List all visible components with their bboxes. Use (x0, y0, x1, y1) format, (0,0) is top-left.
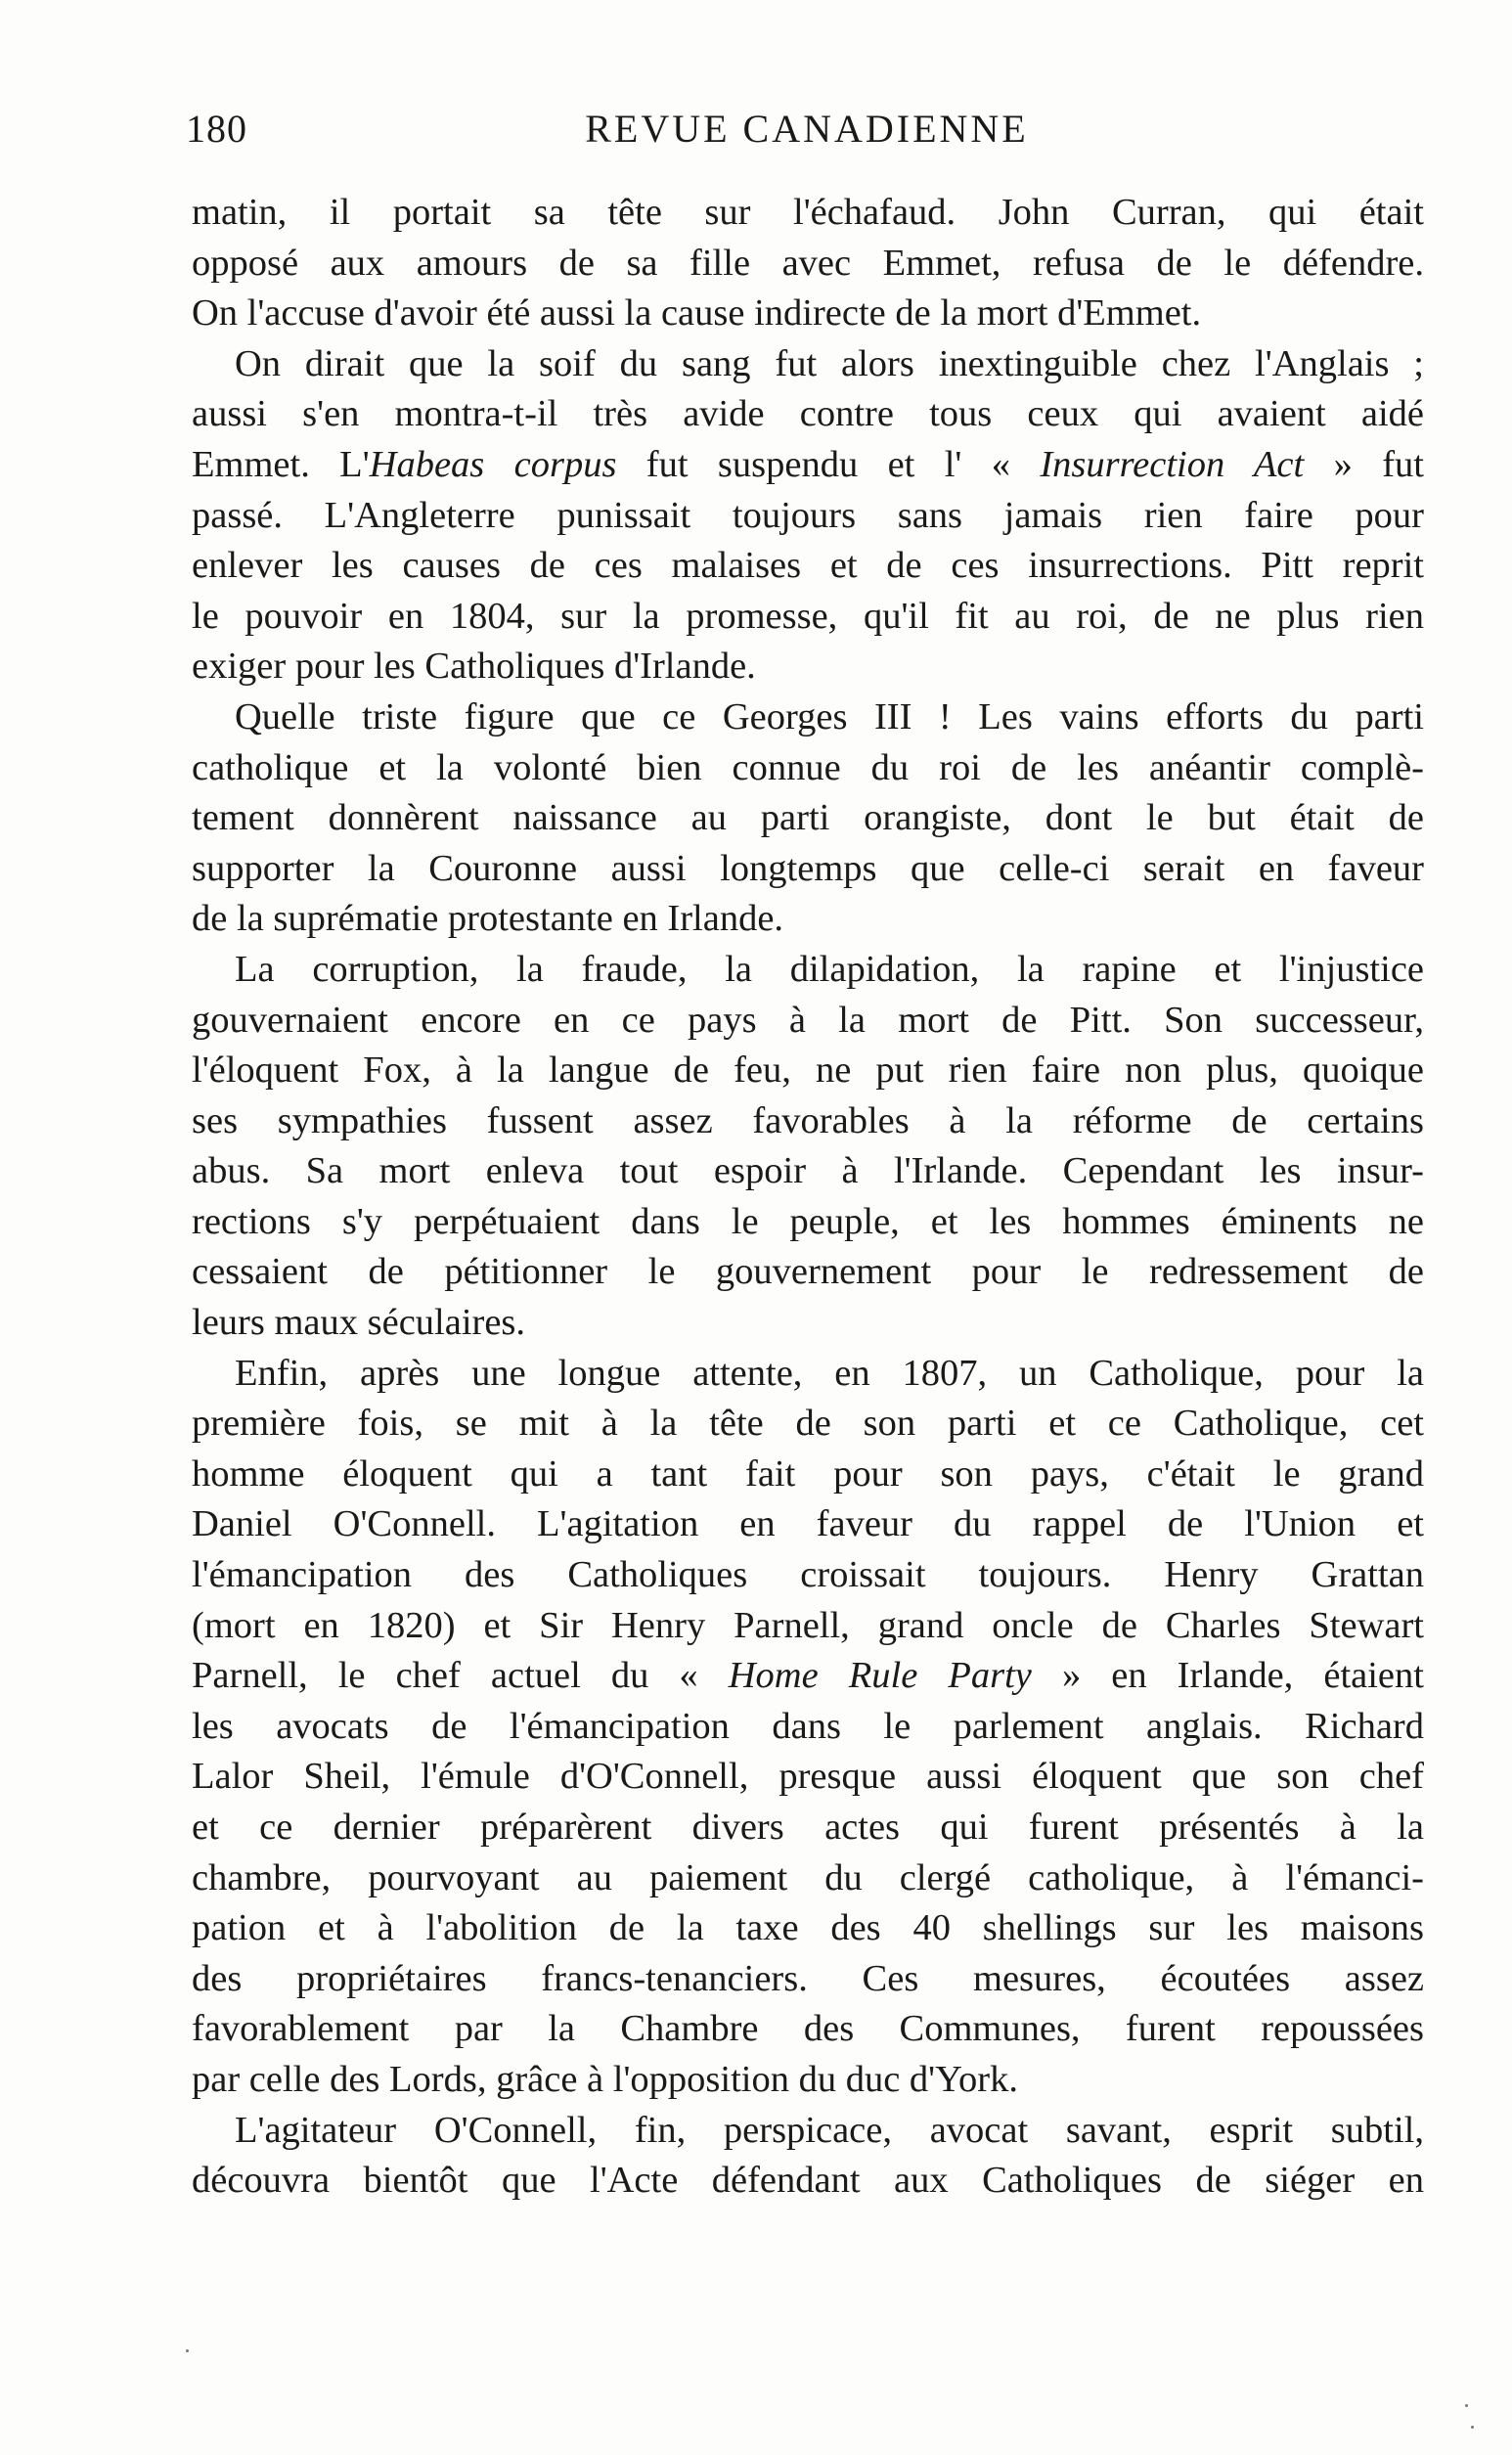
paragraph (192, 945, 1424, 1349)
text-line: catholique et la volonté bien connue du roi de les anéantir complè- (192, 746, 1424, 788)
text-run: Emmet. L' (192, 443, 370, 485)
text-line: favorablement par la Chambre des Communes, furent repoussées (192, 2008, 1424, 2050)
text-line: première fois, se mit à la tête de son parti et ce Catholique, cet (192, 1403, 1424, 1445)
text-line: L'agitateur O'Connell, fin, perspicace, avocat savant, esprit subtil, (235, 2109, 1424, 2151)
body-text (192, 188, 1424, 2207)
text-line: gouvernaient encore en ce pays à la mort de Pitt. Son successeur, (192, 999, 1424, 1041)
text-line: découvra bientôt que l'Acte défendant aux Catholiques de siéger en (192, 2160, 1424, 2202)
text-line: l'émancipation des Catholiques croissait toujours. Henry Grattan (192, 1554, 1424, 1596)
paragraph (192, 2106, 1424, 2207)
text-line: La corruption, la fraude, la dilapidation, la rapine et l'injustice (235, 948, 1424, 990)
text-line: On dirait que la soif du sang fut alors inextinguible chez l'Anglais ; (235, 342, 1424, 384)
text-line: leurs maux séculaires. (192, 1302, 526, 1344)
text-line: des propriétaires francs-tenanciers. Ces mesures, écoutées assez (192, 1957, 1424, 1999)
text-line: ses sympathies fussent assez favorables à la réforme de certains (192, 1099, 1424, 1141)
text-line: le pouvoir en 1804, sur la promesse, qu'il fit au roi, de ne plus rien (192, 595, 1424, 637)
text-line: supporter la Couronne aussi longtemps que celle-ci serait en faveur (192, 847, 1424, 889)
text-run: » fut (1304, 443, 1424, 485)
scan-speck (186, 2349, 189, 2352)
text-line-mixed (192, 440, 1424, 491)
italic-term: Insurrection Act (1040, 443, 1305, 485)
text-run: fut suspendu et l' « (616, 443, 1041, 485)
text-line: enlever les causes de ces malaises et de ces insurrections. Pitt reprit (192, 545, 1424, 587)
text-line: rections s'y perpétuaient dans le peuple, et les hommes éminents ne (192, 1200, 1424, 1242)
italic-term: Habeas corpus (369, 443, 617, 485)
text-line: opposé aux amours de sa fille avec Emmet, refusa de le défendre. (192, 242, 1424, 284)
paragraph (192, 188, 1424, 339)
text-line: les avocats de l'émancipation dans le parlement anglais. Richard (192, 1705, 1424, 1747)
text-line: Daniel O'Connell. L'agitation en faveur du rappel de l'Union et (192, 1503, 1424, 1545)
text-run: » en Irlande, étaient (1031, 1655, 1424, 1697)
text-line: homme éloquent qui a tant fait pour son pays, c'était le grand (192, 1452, 1424, 1495)
text-line: chambre, pourvoyant au paiement du clergé catholique, à l'émanci- (192, 1856, 1424, 1898)
text-line: cessaient de pétitionner le gouvernement pour le redressement de (192, 1251, 1424, 1293)
page-header (186, 106, 1428, 164)
paragraph (192, 1349, 1424, 2106)
text-line: aussi s'en montra-t-il très avide contre tous ceux qui avaient aidé (192, 393, 1424, 435)
text-line: matin, il portait sa tête sur l'échafaud. John Curran, qui était (192, 192, 1424, 233)
text-line: Lalor Sheil, l'émule d'O'Connell, presque aussi éloquent que son chef (192, 1756, 1424, 1798)
italic-term: Home Rule Party (728, 1655, 1032, 1697)
text-line: (mort en 1820) et Sir Henry Parnell, grand oncle de Charles Stewart (192, 1604, 1424, 1646)
text-line: Quelle triste figure que ce Georges III ! Les vains efforts du parti (235, 695, 1424, 737)
text-line: abus. Sa mort enleva tout espoir à l'Irlande. Cependant les insur- (192, 1150, 1424, 1192)
text-line: On l'accuse d'avoir été aussi la cause indirecte de la mort d'Emmet. (192, 292, 1202, 335)
text-line: et ce dernier préparèrent divers actes qui furent présentés à la (192, 1807, 1424, 1848)
text-line: pation et à l'abolition de la taxe des 40 shellings sur les maisons (192, 1907, 1424, 1949)
paragraph (192, 692, 1424, 945)
text-run: Parnell, le chef actuel du « (192, 1655, 729, 1697)
text-line: Enfin, après une longue attente, en 1807, un Catholique, pour la (235, 1352, 1424, 1394)
text-line: passé. L'Angleterre punissait toujours sans jamais rien faire pour (192, 494, 1424, 536)
text-line: de la suprématie protestante en Irlande. (192, 898, 784, 940)
running-title: REVUE CANADIENNE (585, 107, 1029, 151)
page-number: 180 (186, 107, 247, 151)
text-line: par celle des Lords, grâce à l'opposition du duc d'York. (192, 2058, 1019, 2100)
paragraph (192, 339, 1424, 692)
scan-speck (1471, 2426, 1474, 2429)
text-line-mixed (192, 1651, 1424, 1702)
text-line: tement donnèrent naissance au parti orangiste, dont le but était de (192, 797, 1424, 839)
text-line: l'éloquent Fox, à la langue de feu, ne put rien faire non plus, quoique (192, 1049, 1424, 1092)
text-line: exiger pour les Catholiques d'Irlande. (192, 646, 756, 688)
scan-speck (1465, 2404, 1468, 2407)
